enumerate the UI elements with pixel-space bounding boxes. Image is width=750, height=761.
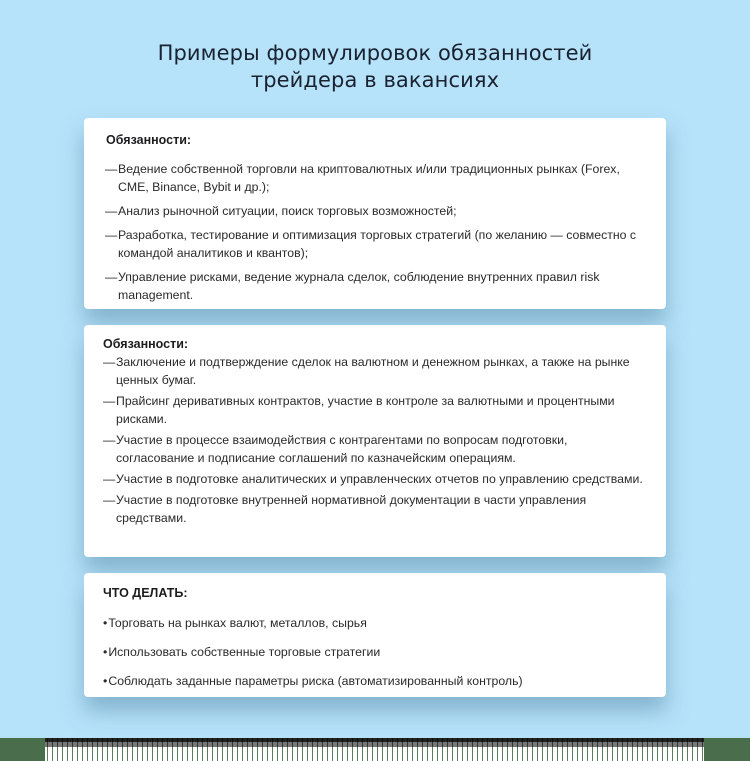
list-item bbox=[103, 614, 646, 632]
noise-artifact-band bbox=[45, 738, 704, 761]
bullet-icon: • bbox=[103, 616, 108, 630]
list-item: — Заключение и подтверждение сделок на валютном и денежном рынках, а также на рынке ценных бумаг. bbox=[103, 353, 646, 389]
what-to-do-card bbox=[84, 573, 666, 697]
list-item: — Разработка, тестирование и оптимизация торговых стратегий (по желанию — совместно с командой аналитиков и квантов); bbox=[105, 226, 646, 262]
duties-card-2 bbox=[84, 325, 666, 557]
bullet-icon: • bbox=[103, 645, 108, 659]
list-item-text: Соблюдать заданные параметры риска (автоматизированный контроль) bbox=[108, 674, 523, 688]
list-item bbox=[103, 643, 646, 661]
list-item bbox=[103, 672, 646, 690]
card-heading: ЧТО ДЕЛАТЬ: bbox=[103, 586, 188, 600]
duties-list bbox=[103, 353, 646, 527]
list-item: — Участие в подготовке внутренней нормативной документации в части управления средствами. bbox=[103, 491, 646, 527]
tasks-list bbox=[103, 614, 646, 690]
list-item: — Участие в подготовке аналитических и управленческих отчетов по управлению средствами. bbox=[103, 470, 646, 488]
list-item: — Прайсинг деривативных контрактов, участие в контроле за валютными и процентными рисками. bbox=[103, 392, 646, 428]
card-heading: Обязанности: bbox=[103, 337, 189, 351]
duties-card-1 bbox=[84, 118, 666, 309]
card-heading: Обязанности: bbox=[106, 133, 192, 147]
list-item: — Анализ рыночной ситуации, поиск торговых возможностей; bbox=[105, 202, 646, 220]
list-item: — Ведение собственной торговли на криптовалютных и/или традиционных рынках (Forex, CME, Binance, Bybit и др.); bbox=[105, 160, 646, 196]
page-title bbox=[0, 40, 750, 94]
page-title-line-1: Примеры формулировок обязанностей bbox=[157, 41, 593, 65]
list-item-text: Использовать собственные торговые стратегии bbox=[108, 645, 381, 659]
duties-list bbox=[105, 160, 646, 304]
page-title-line-2: трейдера в вакансиях bbox=[250, 68, 500, 92]
list-item: — Участие в процессе взаимодействия с контрагентами по вопросам подготовки, согласование и подписание соглашений по казначейским операциям. bbox=[103, 431, 646, 467]
bullet-icon: • bbox=[103, 674, 108, 688]
list-item-text: Торговать на рынках валют, металлов, сырья bbox=[108, 616, 367, 630]
list-item: — Управление рисками, ведение журнала сделок, соблюдение внутренних правил risk management. bbox=[105, 268, 646, 304]
